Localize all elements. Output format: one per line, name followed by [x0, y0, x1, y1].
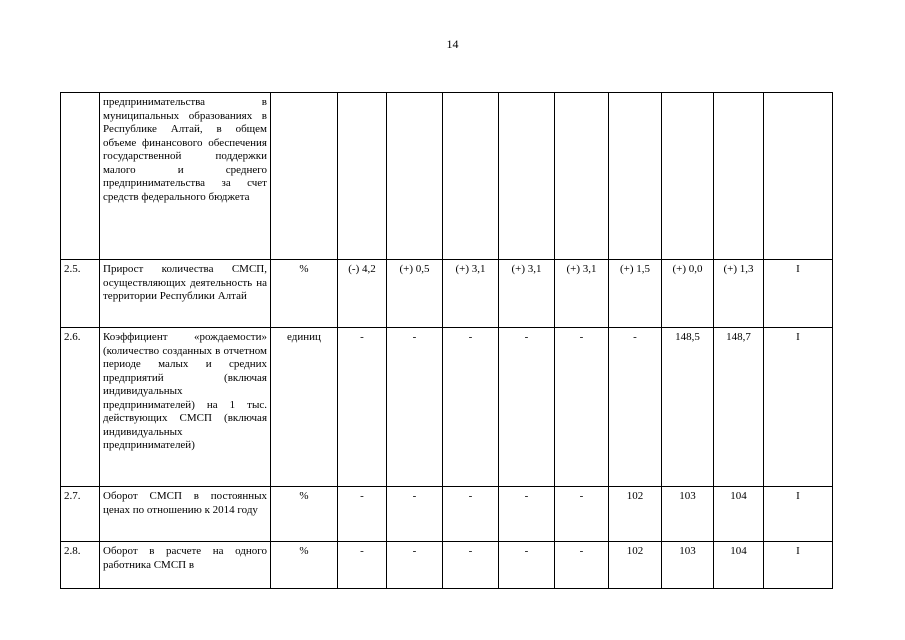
row-number: 2.8.	[61, 542, 100, 589]
value-cell: -	[443, 542, 499, 589]
row-number: 2.6.	[61, 328, 100, 487]
unit-cell: %	[271, 487, 338, 542]
value-cell: (+) 3,1	[555, 260, 609, 328]
page-number: 14	[446, 37, 459, 51]
value-cell	[338, 93, 387, 260]
value-cell: 103	[662, 542, 714, 589]
indicator-name: Оборот в расчете на одного работника СМСП в	[100, 542, 271, 589]
value-cell: (+) 1,5	[609, 260, 662, 328]
value-cell: -	[338, 487, 387, 542]
row-number: 2.5.	[61, 260, 100, 328]
indicators-table	[60, 92, 833, 589]
value-cell: (-) 4,2	[338, 260, 387, 328]
value-cell: -	[499, 328, 555, 487]
value-cell	[714, 93, 764, 260]
value-cell: -	[499, 487, 555, 542]
value-cell	[662, 93, 714, 260]
value-cell: 104	[714, 487, 764, 542]
value-cell: -	[387, 487, 443, 542]
table-row	[61, 542, 833, 589]
value-cell	[499, 93, 555, 260]
value-cell	[387, 93, 443, 260]
value-cell: -	[338, 542, 387, 589]
unit-cell	[271, 93, 338, 260]
unit-cell: единиц	[271, 328, 338, 487]
value-cell	[443, 93, 499, 260]
value-cell: (+) 3,1	[499, 260, 555, 328]
table-row	[61, 93, 833, 260]
indicator-name: предпринимательства в муниципальных образованиях в Республике Алтай, в общем объеме финансового обеспечения государственной поддержки малого и среднего предпринимательства за счет средств федерального бюджета	[100, 93, 271, 260]
indicator-name: Коэффициент «рождаемости» (количество созданных в отчетном периоде малых и средних предприятий (включая индивидуальных предпринимателей) на 1 тыс. действующих СМСП (включая индивидуальных предпринимателей)	[100, 328, 271, 487]
responsible-cell: I	[764, 487, 833, 542]
indicator-name: Оборот СМСП в постоянных ценах по отношению к 2014 году	[100, 487, 271, 542]
table-row	[61, 487, 833, 542]
responsible-cell: I	[764, 328, 833, 487]
row-number: 2.7.	[61, 487, 100, 542]
unit-cell: %	[271, 260, 338, 328]
value-cell	[609, 93, 662, 260]
responsible-cell: I	[764, 542, 833, 589]
value-cell: -	[387, 542, 443, 589]
responsible-cell: I	[764, 260, 833, 328]
value-cell: (+) 0,0	[662, 260, 714, 328]
value-cell: 104	[714, 542, 764, 589]
table-row	[61, 328, 833, 487]
unit-cell: %	[271, 542, 338, 589]
value-cell: -	[443, 487, 499, 542]
table-row	[61, 260, 833, 328]
value-cell: 103	[662, 487, 714, 542]
value-cell: -	[338, 328, 387, 487]
value-cell: 102	[609, 542, 662, 589]
value-cell: -	[555, 328, 609, 487]
value-cell: (+) 3,1	[443, 260, 499, 328]
value-cell: 102	[609, 487, 662, 542]
indicator-name: Прирост количества СМСП, осуществляющих деятельность на территории Республики Алтай	[100, 260, 271, 328]
value-cell: 148,7	[714, 328, 764, 487]
value-cell	[555, 93, 609, 260]
value-cell: (+) 0,5	[387, 260, 443, 328]
row-number	[61, 93, 100, 260]
value-cell: (+) 1,3	[714, 260, 764, 328]
value-cell: -	[387, 328, 443, 487]
value-cell: -	[499, 542, 555, 589]
value-cell: -	[609, 328, 662, 487]
value-cell: -	[555, 487, 609, 542]
value-cell: -	[443, 328, 499, 487]
value-cell: -	[555, 542, 609, 589]
value-cell: 148,5	[662, 328, 714, 487]
responsible-cell	[764, 93, 833, 260]
